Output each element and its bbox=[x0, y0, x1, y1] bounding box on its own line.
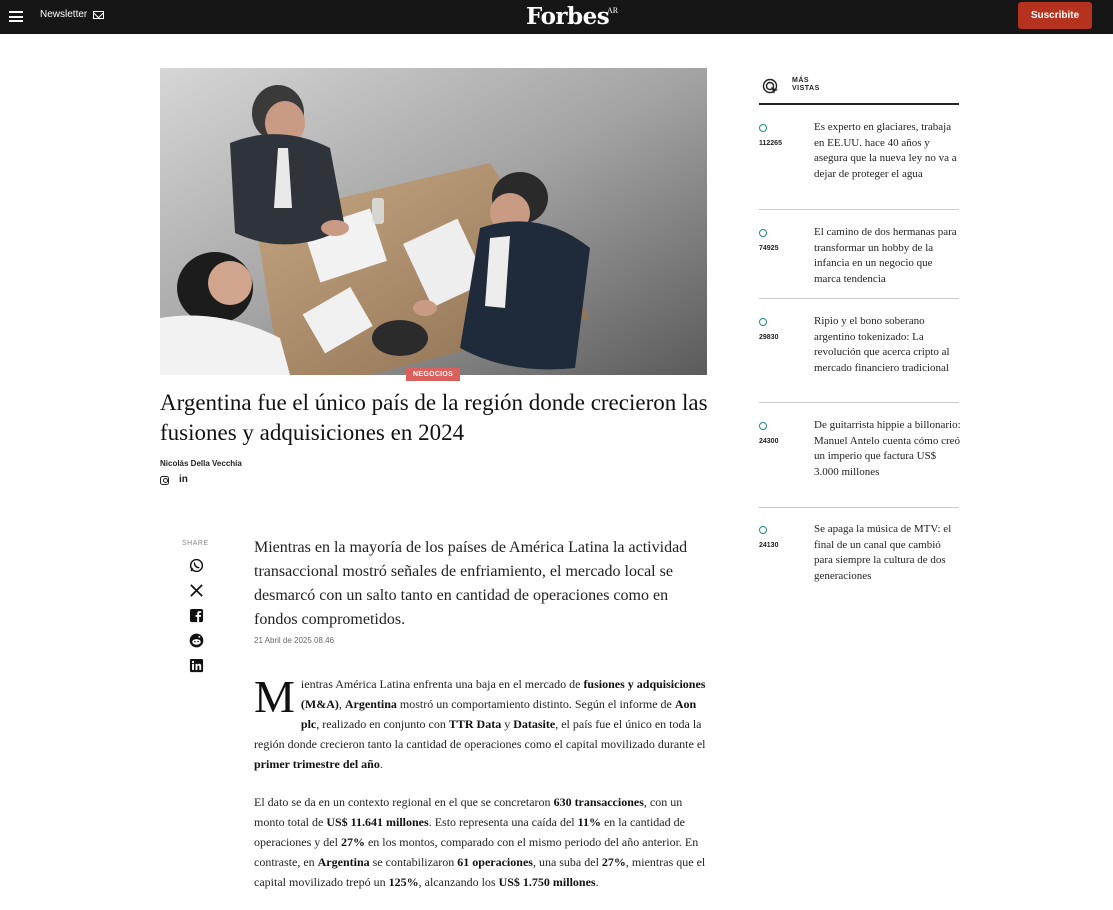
subscribe-button[interactable]: Suscribite bbox=[1018, 2, 1092, 29]
view-count: 29830 bbox=[759, 334, 779, 341]
text: . bbox=[379, 757, 383, 771]
emphasis: 630 transacciones bbox=[553, 795, 644, 809]
hero-illustration bbox=[160, 68, 707, 375]
text: , con un monto total de bbox=[254, 795, 683, 829]
text: . bbox=[595, 875, 599, 889]
emphasis: US$ 11.641 millones bbox=[326, 815, 429, 829]
logo-region: AR bbox=[607, 6, 619, 15]
emphasis: US$ 1.750 millones bbox=[498, 875, 596, 889]
text: , una suba del bbox=[532, 855, 602, 869]
emphasis: 11% bbox=[577, 815, 601, 829]
emphasis: 27% bbox=[340, 835, 365, 849]
most-viewed-item[interactable] bbox=[759, 314, 959, 403]
most-viewed-title bbox=[792, 77, 832, 93]
top-bar bbox=[0, 0, 1113, 34]
view-count: 74925 bbox=[759, 245, 779, 252]
text: , alcanzando los bbox=[418, 875, 499, 889]
linkedin-icon[interactable]: in bbox=[179, 474, 188, 485]
forbes-logo[interactable]: Forbes bbox=[526, 3, 610, 30]
most-viewed-title-link[interactable]: Ripio y el bono soberano argentino tokenizado: La revolución que acerca cripto al mercado financiero tradicional bbox=[814, 315, 950, 374]
article-paragraph-1 bbox=[254, 671, 706, 774]
text: y bbox=[501, 717, 514, 731]
text: , bbox=[338, 697, 345, 711]
most-viewed-title-line2: VISTAS bbox=[792, 85, 820, 92]
hamburger-menu-icon[interactable] bbox=[9, 11, 23, 22]
author-name[interactable]: Nicolás Della Vecchia bbox=[160, 459, 242, 468]
author-social-links bbox=[160, 475, 188, 485]
emphasis: Argentina bbox=[344, 697, 397, 711]
share-label: SHARE bbox=[182, 540, 209, 547]
drop-cap: M bbox=[254, 671, 295, 722]
text: en la cantidad de operaciones y del bbox=[254, 815, 685, 849]
emphasis: 125% bbox=[388, 875, 419, 889]
article-headline: Argentina fue el único país de la región donde crecieron las fusiones y adquisiciones en 2024 bbox=[160, 390, 708, 445]
emphasis: Argentina bbox=[317, 855, 370, 869]
text: . Esto representa una caída del bbox=[428, 815, 578, 829]
most-viewed-item[interactable] bbox=[759, 225, 959, 299]
reddit-icon[interactable] bbox=[189, 633, 204, 648]
text: se contabilizaron bbox=[369, 855, 458, 869]
emphasis: TTR Data bbox=[448, 717, 502, 731]
most-viewed-title-line1: MÁS bbox=[792, 77, 810, 84]
view-count: 112265 bbox=[759, 140, 782, 147]
view-count: 24300 bbox=[759, 438, 779, 445]
article-lead: Mientras en la mayoría de los países de América Latina la actividad transaccional mostró señales de enfriamiento, el mercado local se desmarcó con un salto tanto en cantidad de operaciones como en fondos comprometidos. bbox=[254, 539, 688, 628]
most-viewed-title-link[interactable]: De guitarrista hippie a billonario: Manuel Antelo cuenta cómo creó un imperio que factura US$ 3.000 millones bbox=[814, 419, 961, 478]
most-viewed-item[interactable] bbox=[759, 120, 959, 210]
emphasis: primer trimestre del año bbox=[254, 757, 380, 771]
most-viewed-item[interactable] bbox=[759, 522, 959, 584]
newsletter-link[interactable] bbox=[40, 9, 104, 20]
article-paragraph-2 bbox=[254, 792, 706, 892]
emphasis: Aon plc bbox=[300, 697, 697, 731]
instagram-icon[interactable] bbox=[160, 476, 169, 485]
text: , realizado en conjunto con bbox=[316, 717, 449, 731]
bullet-icon bbox=[759, 229, 767, 237]
emphasis: Datasite bbox=[513, 717, 556, 731]
emphasis: 27% bbox=[601, 855, 626, 869]
category-badge[interactable]: NEGOCIOS bbox=[406, 368, 460, 381]
emphasis: 61 operaciones bbox=[457, 855, 533, 869]
text: , mientras que el capital movilizado trepó un bbox=[254, 855, 706, 889]
most-viewed-title-link[interactable]: Se apaga la música de MTV: el final de un canal que cambió para siempre la cultura de dos generaciones bbox=[814, 523, 952, 582]
text: mostró un comportamiento distinto. Según el informe de bbox=[396, 697, 675, 711]
x-icon[interactable] bbox=[189, 583, 204, 598]
whatsapp-icon[interactable] bbox=[189, 558, 204, 573]
hero-image bbox=[160, 68, 707, 375]
trending-click-icon bbox=[762, 78, 780, 96]
text: en los montos, comparado con el mismo periodo del año anterior. En contraste, en bbox=[254, 835, 699, 869]
text: ientras América Latina enfrenta una baja en el mercado de bbox=[300, 677, 584, 691]
bullet-icon bbox=[759, 318, 767, 326]
bullet-icon bbox=[759, 422, 767, 430]
bullet-icon bbox=[759, 526, 767, 534]
most-viewed-title-link[interactable]: El camino de dos hermanas para transformar un hobby de la infancia en un negocio que marca tendencia bbox=[814, 226, 957, 285]
most-viewed-title-link[interactable]: Es experto en glaciares, trabaja en EE.UU. hace 40 años y asegura que la nueva ley no va a dejar de proteger el agua bbox=[814, 121, 957, 180]
mail-icon bbox=[93, 11, 104, 19]
text: , el país fue el único en toda la región donde crecieron tanto la cantidad de operaciones como el capital movilizado durante el bbox=[254, 717, 706, 751]
most-viewed-header bbox=[759, 74, 959, 105]
text: El dato se da en un contexto regional en el que se concretaron bbox=[254, 795, 554, 809]
bullet-icon bbox=[759, 124, 767, 132]
article-date: 21 Abril de 2025 08.46 bbox=[254, 636, 335, 645]
emphasis: fusiones y adquisiciones (M&A) bbox=[300, 677, 706, 711]
linkedin-share-icon[interactable] bbox=[189, 658, 204, 673]
most-viewed-item[interactable] bbox=[759, 418, 959, 508]
facebook-icon[interactable] bbox=[189, 608, 204, 623]
view-count: 24130 bbox=[759, 542, 779, 549]
newsletter-label: Newsletter bbox=[40, 9, 88, 20]
